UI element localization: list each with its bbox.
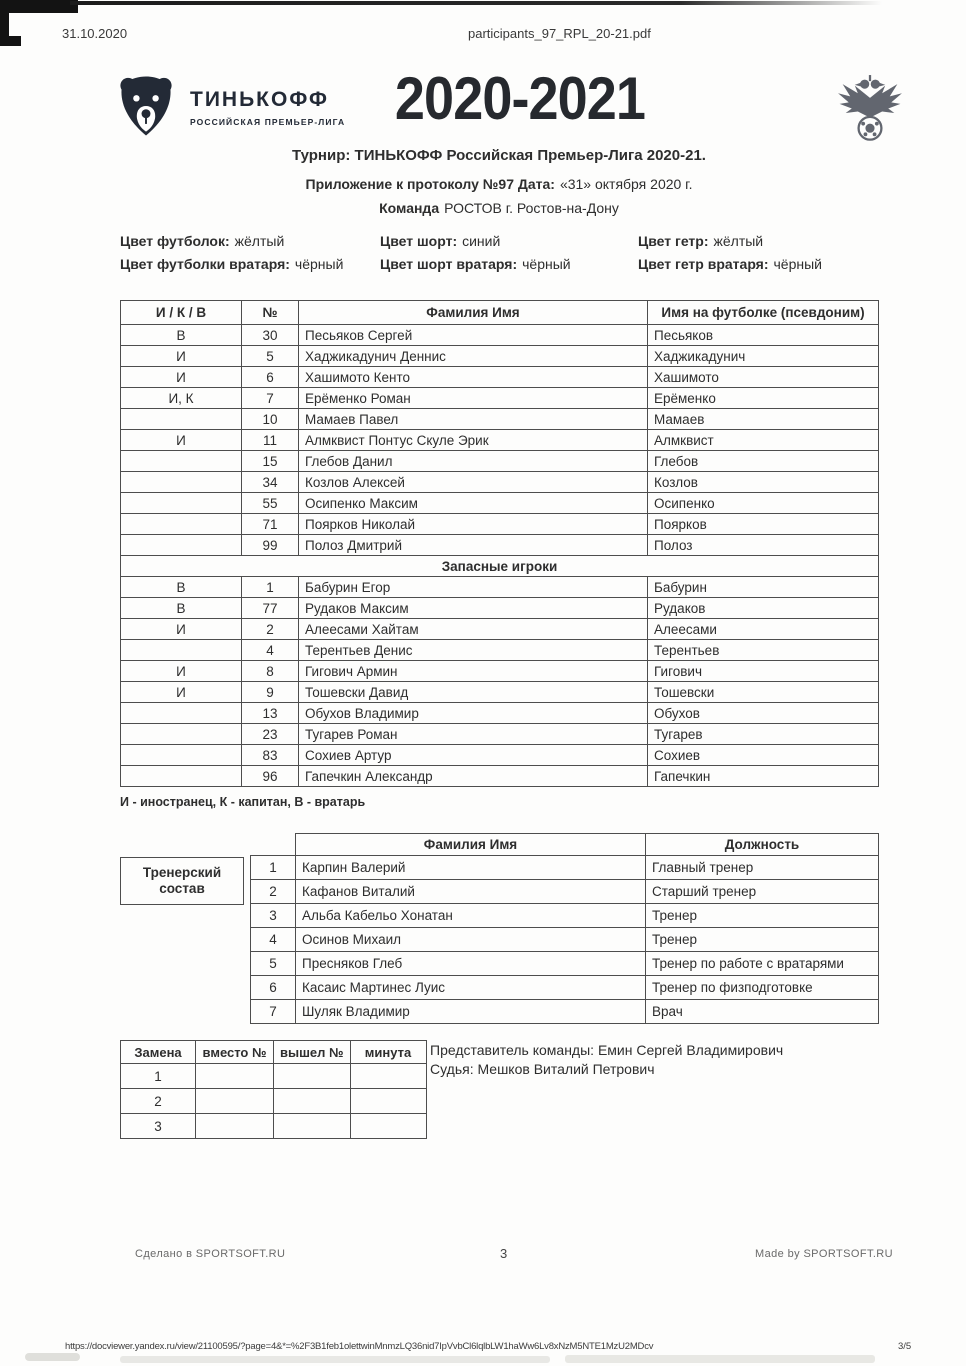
player-shirt-name: Глебов — [648, 451, 879, 472]
substitutes-section — [121, 556, 879, 577]
staff-number: 3 — [251, 904, 296, 928]
subs-col-replacement: Замена — [121, 1041, 196, 1064]
staff-number: 1 — [251, 856, 296, 880]
player-number: 7 — [242, 388, 299, 409]
scan-corner-notch — [9, 36, 21, 46]
staff-group-label: Тренерский состав — [120, 857, 244, 905]
player-mark: И — [121, 682, 242, 703]
substitution-index: 2 — [121, 1089, 196, 1114]
player-name: Поярков Николай — [299, 514, 648, 535]
col-ikv: И / К / В — [121, 301, 242, 325]
page-number: 3 — [500, 1246, 508, 1261]
player-name: Ерёменко Роман — [299, 388, 648, 409]
player-name: Бабурин Егор — [299, 577, 648, 598]
substitution-minute — [350, 1114, 426, 1139]
substitution-in-number — [196, 1114, 274, 1139]
player-name: Сохиев Артур — [299, 745, 648, 766]
staff-body — [251, 856, 879, 1024]
col-shirt-name: Имя на футболке (псевдоним) — [648, 301, 879, 325]
protocol-line — [120, 176, 878, 192]
player-name: Полоз Дмитрий — [299, 535, 648, 556]
player-mark — [121, 745, 242, 766]
staff-name: Шуляк Владимир — [296, 1000, 646, 1024]
substitution-in-number — [196, 1064, 274, 1089]
player-mark — [121, 535, 242, 556]
player-mark: В — [121, 325, 242, 346]
player-shirt-name: Тошевски — [648, 682, 879, 703]
staff-name: Касаис Мартинес Луис — [296, 976, 646, 1000]
scan-top-edge-line — [70, 1, 882, 5]
player-mark: И — [121, 430, 242, 451]
staff-name: Альба Кабельо Хонатан — [296, 904, 646, 928]
substitution-index: 1 — [121, 1064, 196, 1089]
player-row — [121, 661, 879, 682]
player-row — [121, 472, 879, 493]
player-name: Козлов Алексей — [299, 472, 648, 493]
staff-role: Тренер — [646, 904, 879, 928]
tournament-line: Турнир: ТИНЬКОФФ Российская Премьер-Лига 2020-21. — [292, 147, 706, 164]
team-representative: Представитель команды: Емин Сергей Владимирович — [430, 1042, 784, 1058]
player-name: Терентьев Денис — [299, 640, 648, 661]
player-number: 10 — [242, 409, 299, 430]
player-shirt-name: Хаджикадунич — [648, 346, 879, 367]
player-number: 99 — [242, 535, 299, 556]
abbreviation-legend: И - иностранец, К - капитан, В - вратарь — [120, 795, 366, 809]
player-mark — [121, 409, 242, 430]
staff-name: Пресняков Глеб — [296, 952, 646, 976]
staff-table — [250, 833, 879, 1024]
substitution-in-number — [196, 1089, 274, 1114]
staff-header-row — [251, 834, 879, 856]
player-number: 34 — [242, 472, 299, 493]
player-shirt-name: Сохиев — [648, 745, 879, 766]
player-shirt-name: Ерёменко — [648, 388, 879, 409]
player-row — [121, 535, 879, 556]
staff-row — [251, 928, 879, 952]
substitutes-body — [121, 577, 879, 787]
player-shirt-name: Гапечкин — [648, 766, 879, 787]
player-name: Обухов Владимир — [299, 703, 648, 724]
team-line — [120, 200, 878, 216]
substitution-row — [121, 1064, 427, 1089]
player-mark: И — [121, 661, 242, 682]
league-wordmark — [190, 88, 345, 127]
staff-number: 5 — [251, 952, 296, 976]
substitution-minute — [350, 1064, 426, 1089]
player-shirt-name: Поярков — [648, 514, 879, 535]
player-shirt-name: Бабурин — [648, 577, 879, 598]
staff-row — [251, 952, 879, 976]
substitution-minute — [350, 1089, 426, 1114]
kit-colors-block — [120, 233, 878, 272]
referee: Судья: Мешков Виталий Петрович — [430, 1061, 655, 1077]
player-number: 23 — [242, 724, 299, 745]
substitution-out-number — [274, 1089, 351, 1114]
subs-col-out: вышел № — [274, 1041, 351, 1064]
scan-bottom-smudge — [120, 1356, 550, 1363]
player-row — [121, 703, 879, 724]
kit-shorts: Цвет шорт: синий — [380, 233, 501, 249]
staff-number: 7 — [251, 1000, 296, 1024]
player-row — [121, 724, 879, 745]
col-number: № — [242, 301, 299, 325]
kit-socks: Цвет гетр: жёлтый — [638, 233, 764, 249]
staff-role: Тренер — [646, 928, 879, 952]
player-mark: И — [121, 367, 242, 388]
player-row — [121, 325, 879, 346]
starters-body — [121, 325, 879, 556]
player-shirt-name: Полоз — [648, 535, 879, 556]
substitutions-table — [120, 1040, 427, 1139]
staff-name: Кафанов Виталий — [296, 880, 646, 904]
section-row — [121, 556, 879, 577]
staff-row — [251, 976, 879, 1000]
player-mark — [121, 640, 242, 661]
roster-header-row — [121, 301, 879, 325]
player-number: 9 — [242, 682, 299, 703]
player-number: 5 — [242, 346, 299, 367]
footer-made-in: Сделано в SPORTSOFT.RU — [135, 1248, 286, 1260]
season-title: 2020-2021 — [394, 65, 646, 132]
print-header-date: 31.10.2020 — [62, 26, 128, 41]
player-number: 71 — [242, 514, 299, 535]
rpl-bear-logo-icon — [114, 74, 178, 138]
player-name: Алмквист Понтус Скуле Эрик — [299, 430, 648, 451]
scan-corner-mark — [0, 0, 78, 13]
substitution-index: 3 — [121, 1114, 196, 1139]
player-shirt-name: Гигович — [648, 661, 879, 682]
player-mark — [121, 724, 242, 745]
print-header-filename: participants_97_RPL_20-21.pdf — [468, 26, 651, 41]
player-number: 8 — [242, 661, 299, 682]
player-name: Песьяков Сергей — [299, 325, 648, 346]
player-number: 6 — [242, 367, 299, 388]
player-row — [121, 451, 879, 472]
player-number: 83 — [242, 745, 299, 766]
player-name: Гигович Армин — [299, 661, 648, 682]
team-value: РОСТОВ г. Ростов-на-Дону — [444, 200, 619, 216]
player-shirt-name: Тугарев — [648, 724, 879, 745]
player-name: Мамаев Павел — [299, 409, 648, 430]
roster-table — [120, 300, 879, 787]
player-row — [121, 577, 879, 598]
staff-role: Тренер по работе с вратарями — [646, 952, 879, 976]
staff-row — [251, 904, 879, 928]
staff-role: Тренер по физподготовке — [646, 976, 879, 1000]
player-shirt-name: Мамаев — [648, 409, 879, 430]
player-mark — [121, 493, 242, 514]
player-mark: В — [121, 598, 242, 619]
player-row — [121, 619, 879, 640]
subs-body — [121, 1064, 427, 1139]
staff-number: 4 — [251, 928, 296, 952]
staff-number: 2 — [251, 880, 296, 904]
player-number: 55 — [242, 493, 299, 514]
subs-col-in: вместо № — [196, 1041, 274, 1064]
player-mark: В — [121, 577, 242, 598]
print-footer-page-fraction: 3/5 — [898, 1341, 912, 1352]
protocol-value: «31» октября 2020 г. — [559, 176, 693, 192]
staff-role: Врач — [646, 1000, 879, 1024]
player-mark — [121, 766, 242, 787]
player-row — [121, 493, 879, 514]
player-number: 11 — [242, 430, 299, 451]
player-name: Осипенко Максим — [299, 493, 648, 514]
player-number: 4 — [242, 640, 299, 661]
player-row — [121, 640, 879, 661]
player-name: Хашимото Кенто — [299, 367, 648, 388]
player-mark — [121, 451, 242, 472]
player-name: Тошевски Давид — [299, 682, 648, 703]
staff-row — [251, 1000, 879, 1024]
league-subtitle: РОССИЙСКАЯ ПРЕМЬЕР-ЛИГА — [190, 117, 346, 127]
player-mark — [121, 703, 242, 724]
player-number: 15 — [242, 451, 299, 472]
scan-left-edge-mark — [0, 0, 9, 46]
player-row — [121, 766, 879, 787]
player-row — [121, 409, 879, 430]
scan-bottom-smudge — [25, 1353, 80, 1361]
player-number: 30 — [242, 325, 299, 346]
player-name: Глебов Данил — [299, 451, 648, 472]
player-mark: И — [121, 619, 242, 640]
player-name: Гапечкин Александр — [299, 766, 648, 787]
kit-gk-shorts: Цвет шорт вратаря: чёрный — [380, 256, 571, 272]
player-mark — [121, 514, 242, 535]
player-number: 13 — [242, 703, 299, 724]
substitution-out-number — [274, 1114, 351, 1139]
subs-col-minute: минута — [350, 1041, 426, 1064]
kit-gk-shirt: Цвет футболки вратаря: чёрный — [120, 256, 344, 272]
player-shirt-name: Осипенко — [648, 493, 879, 514]
staff-row — [251, 856, 879, 880]
player-shirt-name: Хашимото — [648, 367, 879, 388]
player-row — [121, 598, 879, 619]
staff-col-spacer — [251, 834, 296, 856]
player-row — [121, 388, 879, 409]
staff-role: Главный тренер — [646, 856, 879, 880]
player-name: Хаджикадунич Деннис — [299, 346, 648, 367]
team-label: Команда — [379, 200, 440, 216]
col-name: Фамилия Имя — [299, 301, 648, 325]
player-mark: И — [121, 346, 242, 367]
subs-header-row — [121, 1041, 427, 1064]
league-name: ТИНЬКОФФ — [190, 88, 329, 111]
officials-block — [430, 1041, 783, 1079]
player-shirt-name: Терентьев — [648, 640, 879, 661]
substitution-row — [121, 1089, 427, 1114]
player-row — [121, 745, 879, 766]
player-shirt-name: Козлов — [648, 472, 879, 493]
player-row — [121, 346, 879, 367]
player-number: 96 — [242, 766, 299, 787]
staff-row — [251, 880, 879, 904]
player-row — [121, 367, 879, 388]
player-number: 2 — [242, 619, 299, 640]
player-mark: И, К — [121, 388, 242, 409]
print-footer-url: https://docviewer.yandex.ru/view/21100595/?page=4&*=%2F3B1feb1olettwinMnmzLQ36nid7IpVvbCl6lqlbLW1haWw6Lv8xNzM5NTE1MzU2MDcv — [65, 1341, 654, 1352]
substitution-out-number — [274, 1064, 351, 1089]
player-row — [121, 514, 879, 535]
player-row — [121, 430, 879, 451]
rfu-eagle-emblem-icon — [832, 70, 908, 150]
player-shirt-name: Рудаков — [648, 598, 879, 619]
player-name: Алеесами Хайтам — [299, 619, 648, 640]
player-mark — [121, 472, 242, 493]
staff-name: Карпин Валерий — [296, 856, 646, 880]
substitutes-section-label: Запасные игроки — [121, 556, 879, 577]
player-name: Рудаков Максим — [299, 598, 648, 619]
player-number: 1 — [242, 577, 299, 598]
kit-gk-socks: Цвет гетр вратаря: чёрный — [638, 256, 822, 272]
player-row — [121, 682, 879, 703]
player-shirt-name: Алмквист — [648, 430, 879, 451]
staff-role: Старший тренер — [646, 880, 879, 904]
player-shirt-name: Песьяков — [648, 325, 879, 346]
kit-shirts: Цвет футболок: жёлтый — [120, 233, 285, 249]
substitution-row — [121, 1114, 427, 1139]
footer-made-by: Made by SPORTSOFT.RU — [755, 1248, 893, 1260]
protocol-label: Приложение к протоколу №97 Дата: — [305, 176, 555, 192]
staff-name: Осинов Михаил — [296, 928, 646, 952]
player-name: Тугарев Роман — [299, 724, 648, 745]
staff-col-name: Фамилия Имя — [296, 834, 646, 856]
player-shirt-name: Алеесами — [648, 619, 879, 640]
staff-col-role: Должность — [646, 834, 879, 856]
player-shirt-name: Обухов — [648, 703, 879, 724]
scan-bottom-smudge — [565, 1355, 875, 1363]
staff-number: 6 — [251, 976, 296, 1000]
player-number: 77 — [242, 598, 299, 619]
